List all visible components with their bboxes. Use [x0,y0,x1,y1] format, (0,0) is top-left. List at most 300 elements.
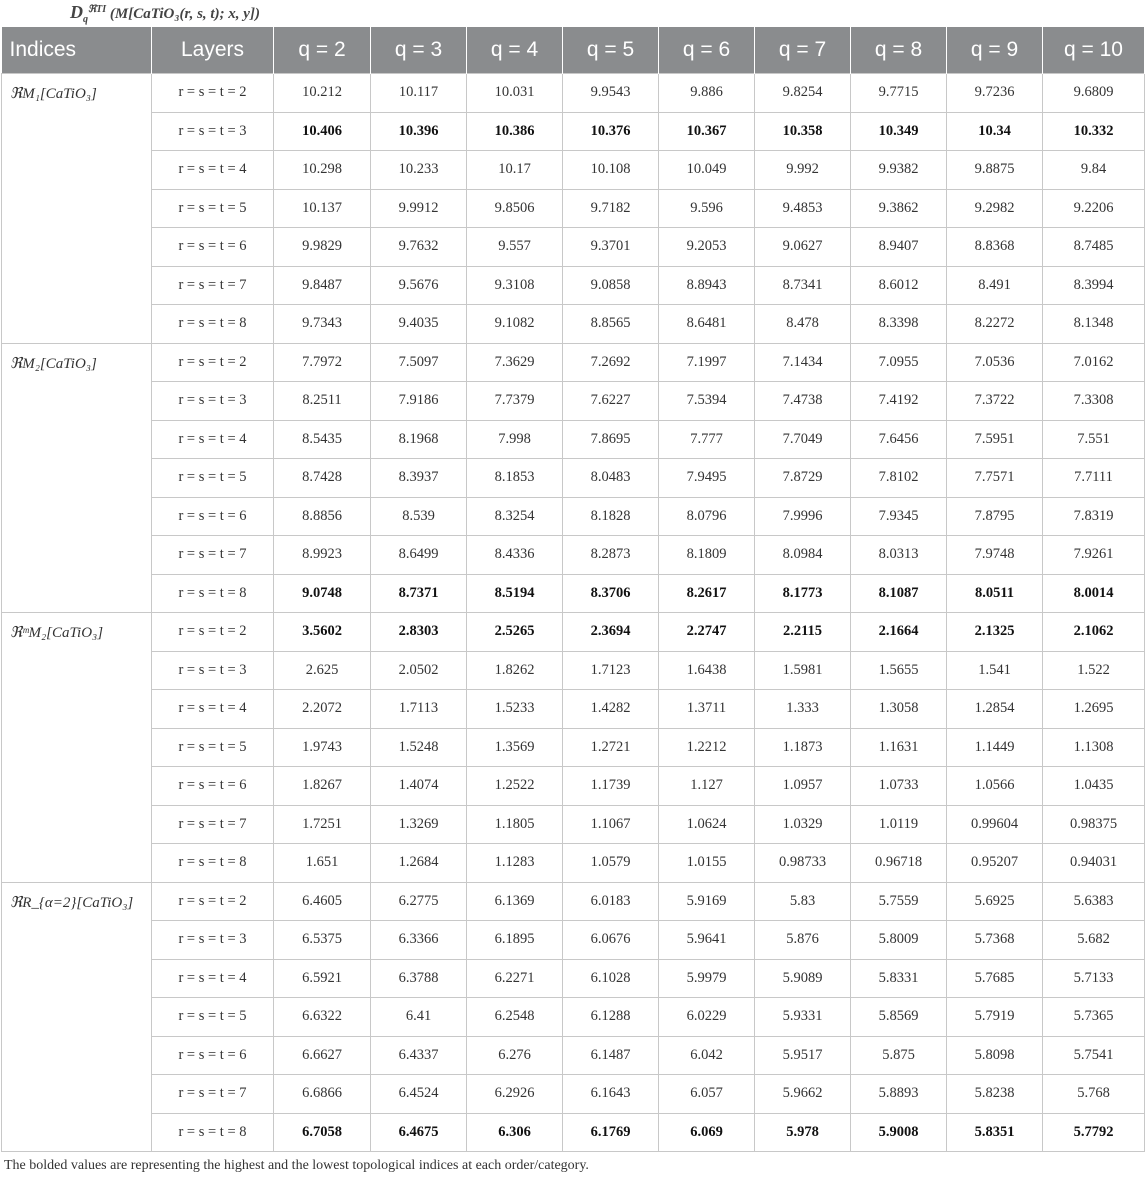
value-cell: 1.1739 [563,767,659,806]
value-cell: 9.886 [659,74,755,113]
layer-label: r = s = t = 3 [152,651,274,690]
value-cell: 10.031 [467,74,563,113]
value-cell: 8.0796 [659,497,755,536]
value-cell: 9.2206 [1043,189,1145,228]
table-row [2,74,1145,113]
value-cell: 1.0119 [851,805,947,844]
value-cell: 10.376 [563,112,659,151]
table-row [2,228,1145,267]
value-cell: 0.98375 [1043,805,1145,844]
value-cell: 8.6481 [659,305,755,344]
layer-label: r = s = t = 2 [152,343,274,382]
value-cell: 2.2115 [755,613,851,652]
value-cell: 6.2271 [467,959,563,998]
table-row [2,921,1145,960]
value-cell: 8.8368 [947,228,1043,267]
layer-label: r = s = t = 8 [152,1113,274,1152]
layer-label: r = s = t = 2 [152,74,274,113]
value-cell: 9.6809 [1043,74,1145,113]
value-cell: 10.108 [563,151,659,190]
value-cell: 5.875 [851,1036,947,1075]
value-cell: 10.386 [467,112,563,151]
value-cell: 9.3862 [851,189,947,228]
value-cell: 1.3058 [851,690,947,729]
value-cell: 6.069 [659,1113,755,1152]
value-cell: 5.8351 [947,1113,1043,1152]
layer-label: r = s = t = 6 [152,497,274,536]
value-cell: 7.5097 [371,343,467,382]
value-cell: 5.9517 [755,1036,851,1075]
value-cell: 7.9495 [659,459,755,498]
value-cell: 5.7792 [1043,1113,1145,1152]
value-cell: 10.332 [1043,112,1145,151]
value-cell: 8.7341 [755,266,851,305]
value-cell: 5.978 [755,1113,851,1152]
table-row [2,189,1145,228]
value-cell: 1.1308 [1043,728,1145,767]
value-cell: 5.6383 [1043,882,1145,921]
value-cell: 1.0329 [755,805,851,844]
header-q8: q = 8 [851,27,947,74]
value-cell: 1.5248 [371,728,467,767]
value-cell: 1.7251 [274,805,371,844]
table-row [2,1075,1145,1114]
value-cell: 1.0957 [755,767,851,806]
value-cell: 7.9996 [755,497,851,536]
value-cell: 8.6499 [371,536,467,575]
value-cell: 0.94031 [1043,844,1145,883]
layer-label: r = s = t = 7 [152,536,274,575]
value-cell: 9.9543 [563,74,659,113]
header-q5: q = 5 [563,27,659,74]
value-cell: 7.6456 [851,420,947,459]
value-cell: 8.7485 [1043,228,1145,267]
value-cell: 9.84 [1043,151,1145,190]
value-cell: 1.5655 [851,651,947,690]
value-cell: 6.057 [659,1075,755,1114]
value-cell: 7.7049 [755,420,851,459]
value-cell: 5.8009 [851,921,947,960]
layer-label: r = s = t = 6 [152,767,274,806]
value-cell: 7.3722 [947,382,1043,421]
value-cell: 1.651 [274,844,371,883]
value-cell: 9.3701 [563,228,659,267]
value-cell: 2.0502 [371,651,467,690]
table-caption [70,2,260,26]
value-cell: 5.9089 [755,959,851,998]
value-cell: 2.8303 [371,613,467,652]
value-cell: 8.4336 [467,536,563,575]
value-cell: 8.3706 [563,574,659,613]
value-cell: 6.5921 [274,959,371,998]
value-cell: 8.491 [947,266,1043,305]
layer-label: r = s = t = 5 [152,189,274,228]
value-cell: 9.4853 [755,189,851,228]
value-cell: 1.6438 [659,651,755,690]
layer-label: r = s = t = 8 [152,844,274,883]
value-cell: 1.127 [659,767,755,806]
value-cell: 5.9641 [659,921,755,960]
header-q2: q = 2 [274,27,371,74]
table-row [2,305,1145,344]
value-cell: 6.4605 [274,882,371,921]
value-cell: 9.1082 [467,305,563,344]
value-cell: 7.1997 [659,343,755,382]
value-cell: 6.6627 [274,1036,371,1075]
table-row [2,844,1145,883]
value-cell: 7.0162 [1043,343,1145,382]
layer-label: r = s = t = 8 [152,305,274,344]
value-cell: 5.7919 [947,998,1043,1037]
value-cell: 7.7111 [1043,459,1145,498]
value-cell: 9.8487 [274,266,371,305]
value-cell: 8.2873 [563,536,659,575]
value-cell: 5.9662 [755,1075,851,1114]
value-cell: 6.2548 [467,998,563,1037]
value-cell: 0.98733 [755,844,851,883]
value-cell: 8.1773 [755,574,851,613]
value-cell: 6.3788 [371,959,467,998]
value-cell: 1.0579 [563,844,659,883]
value-cell: 1.7123 [563,651,659,690]
layer-label: r = s = t = 2 [152,613,274,652]
value-cell: 6.1487 [563,1036,659,1075]
value-cell: 7.3308 [1043,382,1145,421]
layer-label: r = s = t = 5 [152,998,274,1037]
value-cell: 8.2272 [947,305,1043,344]
value-cell: 8.1087 [851,574,947,613]
value-cell: 1.1283 [467,844,563,883]
value-cell: 5.6925 [947,882,1043,921]
value-cell: 5.876 [755,921,851,960]
value-cell: 1.5233 [467,690,563,729]
value-cell: 2.2072 [274,690,371,729]
value-cell: 1.522 [1043,651,1145,690]
value-cell: 7.0955 [851,343,947,382]
value-cell: 5.8893 [851,1075,947,1114]
table-row [2,536,1145,575]
value-cell: 1.4074 [371,767,467,806]
value-cell: 5.9169 [659,882,755,921]
value-cell: 10.298 [274,151,371,190]
value-cell: 6.1369 [467,882,563,921]
value-cell: 3.5602 [274,613,371,652]
value-cell: 7.3629 [467,343,563,382]
value-cell: 7.6227 [563,382,659,421]
table-row [2,497,1145,536]
value-cell: 2.2747 [659,613,755,652]
value-cell: 1.2212 [659,728,755,767]
value-cell: 10.212 [274,74,371,113]
index-label: ℜᵐM₂[CaTiO₃] [2,613,152,883]
data-table [1,27,1145,1152]
value-cell: 1.2854 [947,690,1043,729]
caption-subscript: q [83,14,88,25]
value-cell: 9.992 [755,151,851,190]
caption-expression: (M[CaTiO₃(r, s, t); x, y]) [109,6,260,22]
value-cell: 9.9382 [851,151,947,190]
table-row [2,574,1145,613]
value-cell: 7.7571 [947,459,1043,498]
value-cell: 9.9912 [371,189,467,228]
value-cell: 1.3711 [659,690,755,729]
value-cell: 7.7972 [274,343,371,382]
table-row [2,420,1145,459]
value-cell: 1.3269 [371,805,467,844]
table-row [2,805,1145,844]
layer-label: r = s = t = 3 [152,112,274,151]
header-indices: Indices [2,27,152,74]
value-cell: 8.0014 [1043,574,1145,613]
value-cell: 1.1067 [563,805,659,844]
layer-label: r = s = t = 4 [152,690,274,729]
value-cell: 5.8569 [851,998,947,1037]
value-cell: 10.17 [467,151,563,190]
value-cell: 1.8262 [467,651,563,690]
table-row [2,1036,1145,1075]
value-cell: 7.8319 [1043,497,1145,536]
value-cell: 7.7379 [467,382,563,421]
value-cell: 6.1643 [563,1075,659,1114]
header-q9: q = 9 [947,27,1043,74]
layer-label: r = s = t = 5 [152,728,274,767]
value-cell: 6.276 [467,1036,563,1075]
value-cell: 5.7368 [947,921,1043,960]
table-row [2,151,1145,190]
layer-label: r = s = t = 7 [152,805,274,844]
table-row [2,382,1145,421]
value-cell: 5.7133 [1043,959,1145,998]
table-row [2,266,1145,305]
value-cell: 1.8267 [274,767,371,806]
value-cell: 7.0536 [947,343,1043,382]
value-cell: 7.8729 [755,459,851,498]
value-cell: 6.4524 [371,1075,467,1114]
value-cell: 1.1449 [947,728,1043,767]
index-label: ℜR_{α=2}[CaTiO₃] [2,882,152,1152]
table-row [2,112,1145,151]
footnote: The bolded values are representing the highest and the lowest topological indices at each order/category. [4,1158,589,1173]
header-q4: q = 4 [467,27,563,74]
layer-label: r = s = t = 7 [152,1075,274,1114]
value-cell: 7.1434 [755,343,851,382]
value-cell: 8.6012 [851,266,947,305]
value-cell: 1.0566 [947,767,1043,806]
value-cell: 1.0624 [659,805,755,844]
value-cell: 2.1325 [947,613,1043,652]
value-cell: 8.0483 [563,459,659,498]
value-cell: 1.2684 [371,844,467,883]
value-cell: 5.8238 [947,1075,1043,1114]
layer-label: r = s = t = 3 [152,921,274,960]
value-cell: 9.0858 [563,266,659,305]
value-cell: 8.1853 [467,459,563,498]
value-cell: 10.233 [371,151,467,190]
value-cell: 1.1873 [755,728,851,767]
value-cell: 7.9261 [1043,536,1145,575]
value-cell: 5.682 [1043,921,1145,960]
value-cell: 1.1805 [467,805,563,844]
index-label: ℜM₁[CaTiO₃] [2,74,152,344]
value-cell: 8.1968 [371,420,467,459]
value-cell: 10.049 [659,151,755,190]
value-cell: 6.0676 [563,921,659,960]
value-cell: 1.0733 [851,767,947,806]
value-cell: 5.7685 [947,959,1043,998]
value-cell: 7.5394 [659,382,755,421]
value-cell: 1.333 [755,690,851,729]
table-row [2,959,1145,998]
value-cell: 5.8331 [851,959,947,998]
value-cell: 2.1664 [851,613,947,652]
value-cell: 7.2692 [563,343,659,382]
value-cell: 6.2926 [467,1075,563,1114]
value-cell: 1.4282 [563,690,659,729]
table-row [2,690,1145,729]
header-layers: Layers [152,27,274,74]
value-cell: 7.9345 [851,497,947,536]
value-cell: 10.349 [851,112,947,151]
value-cell: 7.4192 [851,382,947,421]
value-cell: 9.2053 [659,228,755,267]
layer-label: r = s = t = 7 [152,266,274,305]
value-cell: 6.1769 [563,1113,659,1152]
value-cell: 1.1631 [851,728,947,767]
value-cell: 10.137 [274,189,371,228]
value-cell: 0.95207 [947,844,1043,883]
table-row [2,998,1145,1037]
value-cell: 5.8098 [947,1036,1043,1075]
value-cell: 9.5676 [371,266,467,305]
value-cell: 9.7236 [947,74,1043,113]
layer-label: r = s = t = 2 [152,882,274,921]
value-cell: 8.0984 [755,536,851,575]
value-cell: 9.7715 [851,74,947,113]
value-cell: 10.367 [659,112,755,151]
value-cell: 9.7632 [371,228,467,267]
table-row [2,613,1145,652]
value-cell: 6.41 [371,998,467,1037]
value-cell: 10.406 [274,112,371,151]
value-cell: 8.9923 [274,536,371,575]
value-cell: 0.96718 [851,844,947,883]
caption-symbol: D [70,2,83,22]
value-cell: 9.2982 [947,189,1043,228]
value-cell: 2.5265 [467,613,563,652]
value-cell: 7.8695 [563,420,659,459]
value-cell: 9.0748 [274,574,371,613]
value-cell: 8.2511 [274,382,371,421]
value-cell: 8.9407 [851,228,947,267]
value-cell: 1.7113 [371,690,467,729]
header-q10: q = 10 [1043,27,1145,74]
value-cell: 5.7365 [1043,998,1145,1037]
value-cell: 6.3366 [371,921,467,960]
value-cell: 5.7559 [851,882,947,921]
value-cell: 5.9979 [659,959,755,998]
value-cell: 8.8565 [563,305,659,344]
table-row [2,651,1145,690]
value-cell: 5.9008 [851,1113,947,1152]
value-cell: 1.2721 [563,728,659,767]
value-cell: 10.34 [947,112,1043,151]
value-cell: 8.1828 [563,497,659,536]
table-row [2,1113,1145,1152]
value-cell: 1.2695 [1043,690,1145,729]
value-cell: 9.9829 [274,228,371,267]
table-row [2,459,1145,498]
value-cell: 6.1288 [563,998,659,1037]
value-cell: 10.396 [371,112,467,151]
value-cell: 8.7428 [274,459,371,498]
value-cell: 8.3398 [851,305,947,344]
value-cell: 8.1348 [1043,305,1145,344]
layer-label: r = s = t = 4 [152,151,274,190]
value-cell: 7.551 [1043,420,1145,459]
value-cell: 9.4035 [371,305,467,344]
layer-label: r = s = t = 3 [152,382,274,421]
header-q7: q = 7 [755,27,851,74]
layer-label: r = s = t = 5 [152,459,274,498]
value-cell: 9.8506 [467,189,563,228]
layer-label: r = s = t = 4 [152,420,274,459]
layer-label: r = s = t = 4 [152,959,274,998]
value-cell: 5.9331 [755,998,851,1037]
value-cell: 8.3994 [1043,266,1145,305]
value-cell: 2.1062 [1043,613,1145,652]
value-cell: 6.1895 [467,921,563,960]
value-cell: 1.541 [947,651,1043,690]
value-cell: 0.99604 [947,805,1043,844]
value-cell: 5.768 [1043,1075,1145,1114]
value-cell: 6.6322 [274,998,371,1037]
value-cell: 9.557 [467,228,563,267]
value-cell: 6.4675 [371,1113,467,1152]
value-cell: 6.4337 [371,1036,467,1075]
value-cell: 8.3937 [371,459,467,498]
value-cell: 9.8254 [755,74,851,113]
value-cell: 7.8102 [851,459,947,498]
index-label: ℜM₂[CaTiO₃] [2,343,152,613]
value-cell: 6.0183 [563,882,659,921]
value-cell: 1.2522 [467,767,563,806]
value-cell: 7.4738 [755,382,851,421]
value-cell: 9.7343 [274,305,371,344]
value-cell: 6.1028 [563,959,659,998]
value-cell: 6.6866 [274,1075,371,1114]
value-cell: 1.0155 [659,844,755,883]
value-cell: 9.8875 [947,151,1043,190]
value-cell: 1.5981 [755,651,851,690]
table-row [2,767,1145,806]
value-cell: 8.8856 [274,497,371,536]
value-cell: 10.358 [755,112,851,151]
value-cell: 8.539 [371,497,467,536]
table-row [2,343,1145,382]
value-cell: 6.7058 [274,1113,371,1152]
value-cell: 8.1809 [659,536,755,575]
value-cell: 9.596 [659,189,755,228]
table-row [2,882,1145,921]
value-cell: 7.5951 [947,420,1043,459]
value-cell: 8.5435 [274,420,371,459]
value-cell: 9.0627 [755,228,851,267]
value-cell: 6.0229 [659,998,755,1037]
value-cell: 7.777 [659,420,755,459]
value-cell: 8.0313 [851,536,947,575]
layer-label: r = s = t = 6 [152,228,274,267]
value-cell: 8.5194 [467,574,563,613]
